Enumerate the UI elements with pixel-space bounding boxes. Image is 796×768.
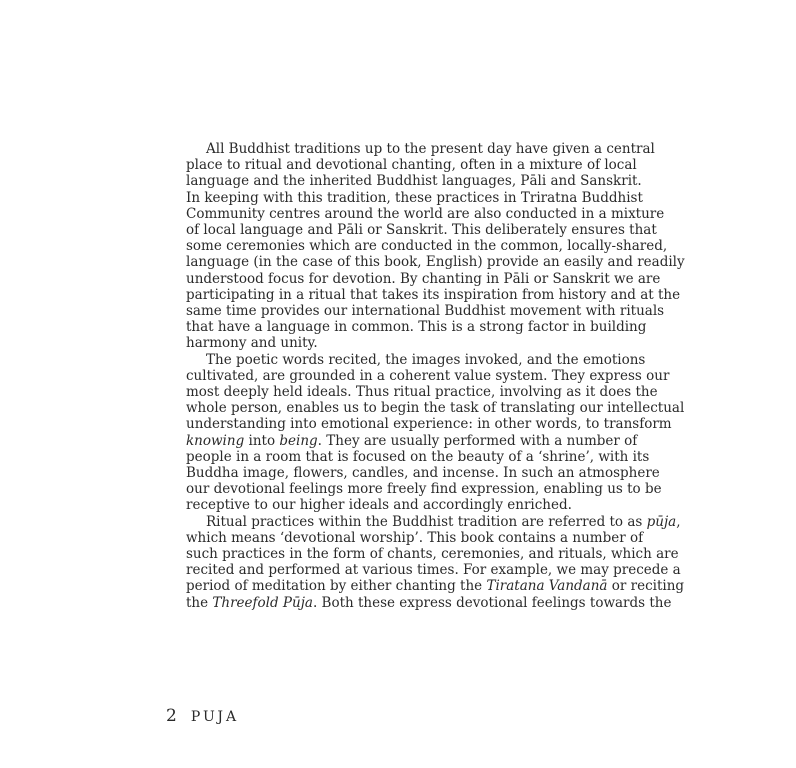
text-run: . They are usually performed with a number of — [317, 432, 638, 449]
text-line: most deeply held ideals. Thus ritual practice, involving as it does the — [186, 384, 658, 401]
text-line: language (in the case of this book, English) provide an easily and readily — [186, 254, 685, 271]
page-number: 2 — [166, 706, 177, 726]
text-line: receptive to our higher ideals and accordingly enriched. — [186, 497, 572, 514]
text-run: Ritual practices within the Buddhist tradition are referred to as — [206, 513, 647, 530]
text-run: period of meditation by either chanting the — [186, 578, 487, 595]
text-line: language and the inherited Buddhist languages, Pāli and Sanskrit. — [186, 173, 642, 190]
italic-term: Tiratana Vandanā — [486, 578, 608, 595]
text-line: recited and performed at various times. For example, we may precede a — [186, 562, 681, 579]
body-text — [166, 141, 685, 611]
text-run: or reciting — [607, 578, 685, 595]
text-line: Community centres around the world are also conducted in a mixture — [186, 205, 665, 222]
text-line: All Buddhist traditions up to the present day have given a central — [206, 141, 655, 157]
text-line: which means ‘devotional worship’. This book contains a number of — [186, 529, 644, 546]
text-line — [166, 432, 638, 449]
paragraph — [166, 141, 685, 352]
italic-term: pūja — [646, 513, 677, 530]
text-line: that have a language in common. This is a strong factor in building — [186, 319, 647, 336]
text-line: people in a room that is focused on the beauty of a ‘shrine’, with its — [186, 448, 650, 465]
text-line: participating in a ritual that takes its inspiration from history and at the — [186, 286, 681, 303]
text-line: Buddha image, flowers, candles, and incense. In such an atmosphere — [186, 465, 660, 482]
italic-term: knowing — [186, 432, 245, 449]
text-line: understood focus for devotion. By chanting in Pāli or Sanskrit we are — [186, 270, 661, 287]
text-run: the — [186, 594, 213, 611]
text-line: cultivated, are grounded in a coherent value system. They express our — [186, 367, 670, 384]
text-line: same time provides our international Buddhist movement with rituals — [186, 303, 665, 320]
text-run: , — [676, 513, 681, 530]
page-footer — [166, 706, 239, 726]
text-line — [166, 578, 685, 595]
text-line: such practices in the form of chants, ceremonies, and rituals, which are — [186, 546, 679, 563]
text-line: whole person, enables us to begin the task of translating our intellectual — [186, 400, 685, 417]
text-line: place to ritual and devotional chanting, often in a mixture of local — [186, 157, 637, 174]
text-line: our devotional feelings more freely find expression, enabling us to be — [186, 481, 662, 498]
italic-term: being — [279, 432, 318, 449]
text-line: some ceremonies which are conducted in the common, locally-shared, — [186, 238, 668, 255]
text-line: harmony and unity. — [186, 335, 318, 352]
paragraph — [166, 513, 685, 611]
text-line — [166, 594, 672, 611]
text-line: The poetic words recited, the images invoked, and the emotions — [206, 351, 646, 368]
text-line: In keeping with this tradition, these practices in Triratna Buddhist — [186, 189, 643, 206]
text-line: of local language and Pāli or Sanskrit. This deliberately ensures that — [186, 222, 657, 239]
paragraph — [166, 351, 685, 514]
text-line — [166, 513, 681, 530]
running-title: PUJA — [190, 709, 240, 725]
text-run: . Both these express devotional feelings towards the — [312, 594, 672, 611]
italic-term: Threefold Pūja — [212, 594, 313, 611]
text-line: understanding into emotional experience: in other words, to transform — [186, 416, 672, 433]
text-run: into — [244, 432, 280, 449]
